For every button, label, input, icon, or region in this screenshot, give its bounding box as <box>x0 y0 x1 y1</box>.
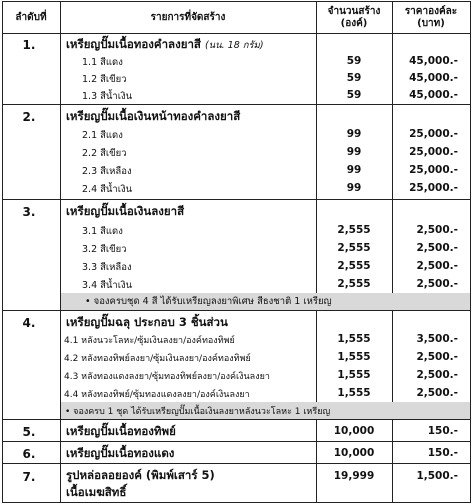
item-qty: 10,000 <box>333 425 375 437</box>
item-price: 2,500.- <box>416 387 458 399</box>
table-header <box>2 1 470 34</box>
item-qty: 1,555 <box>337 369 371 381</box>
item-qty: 99 <box>346 182 362 194</box>
item-label: 3.1 สีแดง <box>82 226 123 237</box>
item-price: 45,000.- <box>409 72 458 84</box>
item-qty: 99 <box>346 146 362 158</box>
section-title: เหรียญปั๊มเนื้อทองแดง <box>66 446 175 460</box>
section-number: 3. <box>22 205 36 219</box>
item-price: 25,000.- <box>409 164 458 176</box>
item-price: 45,000.- <box>409 89 458 101</box>
header-qty-line1: จำนวนสร้าง <box>327 5 381 17</box>
section-number: 2. <box>22 110 36 124</box>
header-price-line1: ราคาองค์ละ <box>404 5 458 17</box>
item-price: 2,500.- <box>416 278 458 290</box>
item-qty: 1,555 <box>337 351 371 363</box>
item-qty: 99 <box>346 164 362 176</box>
item-label: 3.3 สีเหลือง <box>82 262 132 273</box>
item-price: 2,500.- <box>416 224 458 236</box>
item-price: 2,500.- <box>416 260 458 272</box>
item-label: 1.2 สีเขียว <box>82 74 127 85</box>
header-qty-line2: (องค์) <box>340 17 368 29</box>
divider-qty <box>392 1 393 503</box>
row-divider <box>2 310 471 311</box>
item-label: 2.1 สีแดง <box>82 130 123 141</box>
header-qty <box>316 2 392 33</box>
section-title-text: เหรียญปั๊มเนื้อทองคำลงยาสี <box>66 37 201 51</box>
row-divider <box>2 441 471 442</box>
table-bottom-border <box>2 502 471 503</box>
section-title: เหรียญปั๊มเนื้อทองทิพย์ <box>66 424 176 438</box>
divider-item <box>316 1 317 503</box>
section-number: 6. <box>22 447 36 461</box>
item-label: 4.3 หลังทองแดงลงยา/ซุ้มทองทิพย์ลงยา/องค์เงินลงยา <box>64 372 270 382</box>
item-price: 2,500.- <box>416 369 458 381</box>
header-item: รายการที่จัดสร้าง <box>150 11 226 23</box>
bonus-note <box>61 402 470 419</box>
divider-no <box>60 1 61 503</box>
row-divider <box>2 463 471 464</box>
item-qty: 99 <box>346 128 362 140</box>
item-qty: 10,000 <box>333 447 375 459</box>
header-no: ลำดับที่ <box>15 11 47 23</box>
section-title: เหรียญปั๊มฉลุ ประกอบ 3 ชิ้นส่วน <box>66 315 228 329</box>
item-price: 25,000.- <box>409 182 458 194</box>
item-price: 25,000.- <box>409 146 458 158</box>
item-price: 150.- <box>427 425 458 437</box>
section-title: เหรียญปั๊มเนื้อเงินหน้าทองคำลงยาสี <box>66 109 241 123</box>
item-price: 25,000.- <box>409 128 458 140</box>
item-label: 2.2 สีเขียว <box>82 148 127 159</box>
item-qty: 2,555 <box>337 224 371 236</box>
bonus-note-text: • จองครบ 1 ชุด ได้รับเหรียญปั๊มเนื้อเงินลงยาหลังนวะโลหะ 1 เหรียญ <box>65 406 331 417</box>
item-qty: 2,555 <box>337 278 371 290</box>
item-label: 3.4 สีน้ำเงิน <box>82 280 133 291</box>
item-label: 1.1 สีแดง <box>82 57 123 68</box>
item-price: 2,500.- <box>416 351 458 363</box>
section-number: 5. <box>22 425 36 439</box>
border-right <box>470 1 471 503</box>
item-qty: 19,999 <box>333 470 375 482</box>
item-label: 4.4 หลังทองทิพย์/ซุ้มทองแดงลงยา/องค์เงินลงยา <box>64 390 250 400</box>
row-divider <box>2 199 471 200</box>
row-divider <box>2 419 471 420</box>
section-title-note: (นน. 18 กรัม) <box>204 40 264 51</box>
item-price: 45,000.- <box>409 55 458 67</box>
item-qty: 1,555 <box>337 387 371 399</box>
item-qty: 1,555 <box>337 333 371 345</box>
header-price <box>392 2 470 33</box>
item-price: 3,500.- <box>416 333 458 345</box>
section-number: 1. <box>22 38 36 52</box>
item-qty: 2,555 <box>337 242 371 254</box>
section-title: เหรียญปั๊มเนื้อเงินลงยาสี <box>66 204 185 218</box>
item-price: 1,500.- <box>416 470 458 482</box>
item-label: 4.2 หลังทองทิพย์ลงยา/ซุ้มเงินลงยา/องค์ทองทิพย์ <box>64 354 251 364</box>
row-divider <box>2 104 471 105</box>
section-title-line2: เนื้อเมฆสิทธิ์ <box>66 485 127 499</box>
section-title: รูปหล่อลอยองค์ (พิมพ์เสาร์ 5) <box>66 468 215 482</box>
bonus-note <box>61 293 470 310</box>
item-qty: 59 <box>346 72 362 84</box>
item-label: 2.4 สีน้ำเงิน <box>82 184 133 195</box>
item-label: 3.2 สีเขียว <box>82 244 127 255</box>
item-price: 150.- <box>427 447 458 459</box>
item-label: 1.3 สีน้ำเงิน <box>82 91 133 102</box>
section-number: 7. <box>22 470 36 484</box>
section-title <box>66 36 264 54</box>
item-qty: 2,555 <box>337 260 371 272</box>
item-qty: 59 <box>346 55 362 67</box>
item-qty: 59 <box>346 89 362 101</box>
item-label: 4.1 หลังนวะโลหะ/ซุ้มเงินลงยา/องค์ทองทิพย์ <box>64 336 235 346</box>
bonus-note-text: • จองครบชุด 4 สี ได้รับเหรียญลงยาพิเศษ สีธงชาติ 1 เหรียญ <box>85 296 332 307</box>
item-label: 2.3 สีเหลือง <box>82 166 132 177</box>
item-price: 2,500.- <box>416 242 458 254</box>
section-number: 4. <box>22 316 36 330</box>
header-price-line2: (บาท) <box>417 17 445 29</box>
